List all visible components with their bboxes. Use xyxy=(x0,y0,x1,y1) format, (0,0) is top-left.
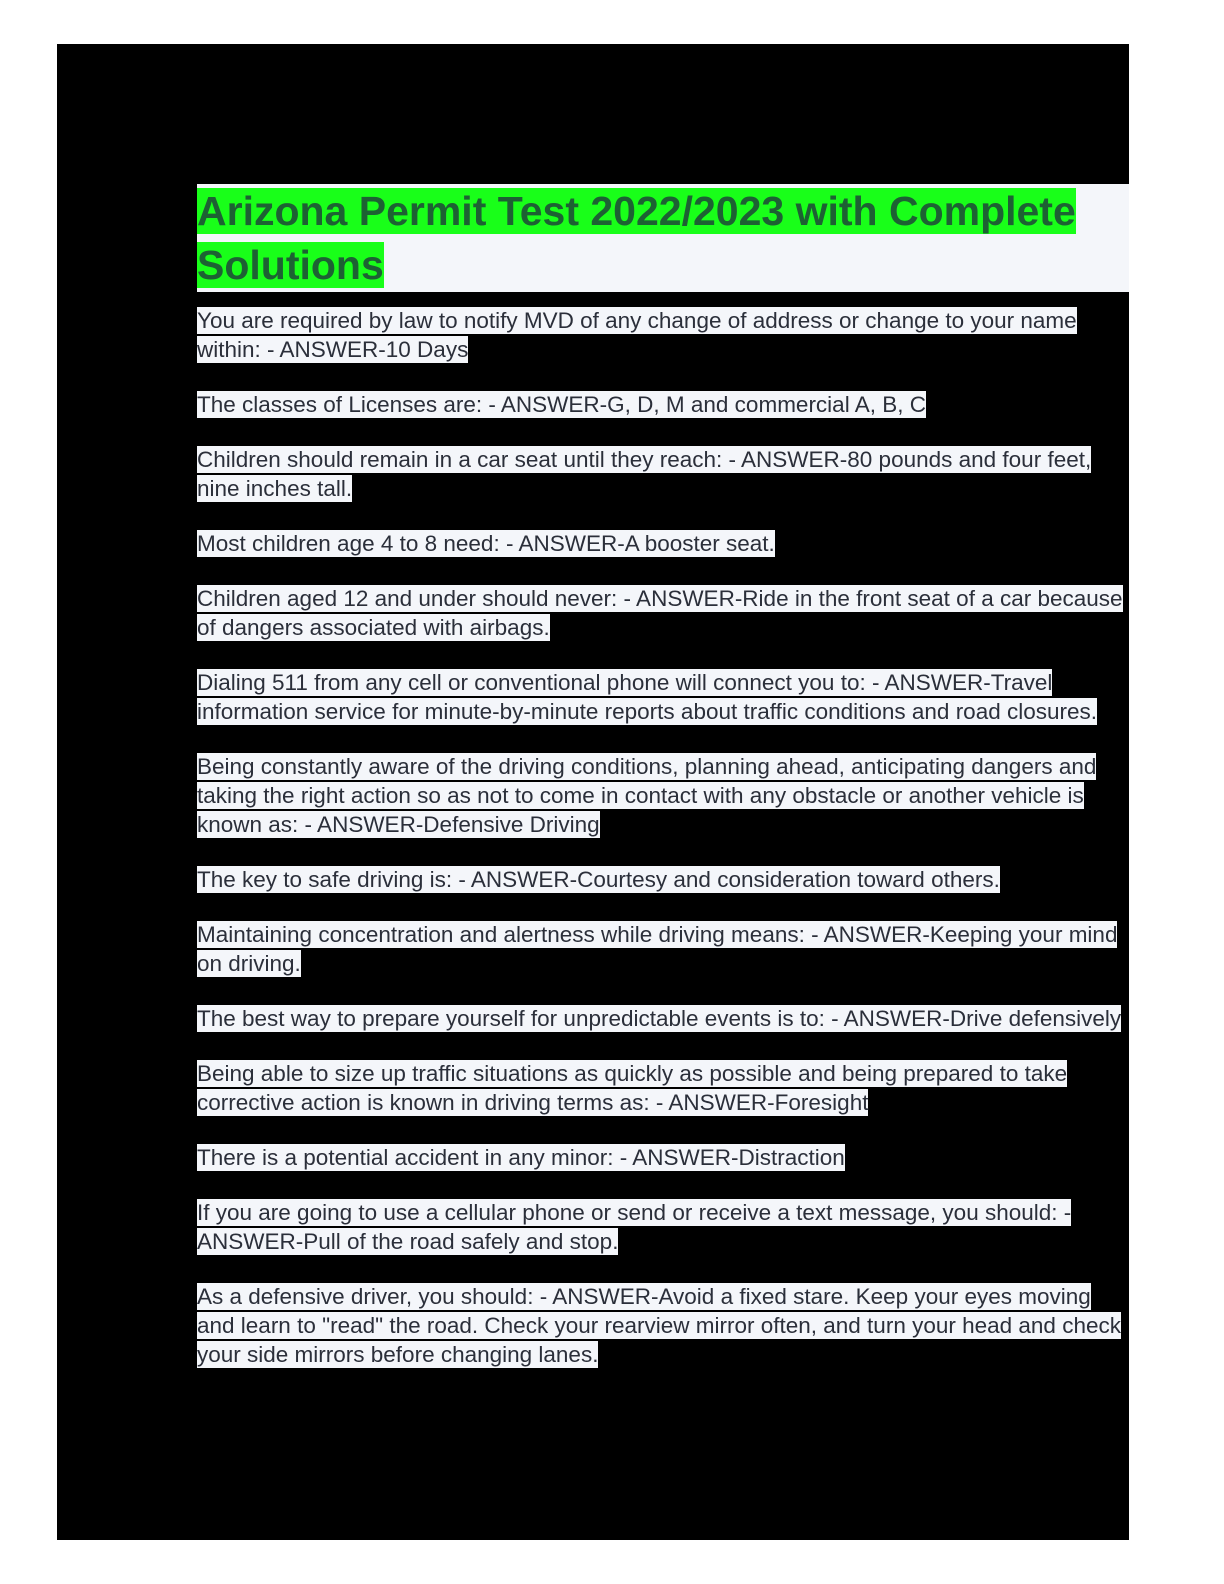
page-title xyxy=(197,184,1129,292)
qa-item-text: Most children age 4 to 8 need: - ANSWER-A booster seat. xyxy=(197,531,775,556)
qa-item xyxy=(197,668,1129,726)
page-canvas xyxy=(57,44,1129,1540)
qa-item-text: Dialing 511 from any cell or conventional phone will connect you to: - ANSWER-Travel information service for minute-by-minute reports about traffic conditions and road closures. xyxy=(197,670,1098,724)
qa-item xyxy=(197,865,1129,894)
qa-item-text: If you are going to use a cellular phone or send or receive a text message, you should: - ANSWER-Pull of the road safely and stop. xyxy=(197,1200,1072,1254)
qa-item xyxy=(197,1143,1129,1172)
qa-item xyxy=(197,584,1129,642)
qa-item xyxy=(197,1282,1129,1369)
qa-item-text: Maintaining concentration and alertness while driving means: - ANSWER-Keeping your mind on driving. xyxy=(197,922,1118,976)
qa-item-text: Children should remain in a car seat until they reach: - ANSWER-80 pounds and four feet, nine inches tall. xyxy=(197,447,1092,501)
qa-item-text: As a defensive driver, you should: - ANSWER-Avoid a fixed stare. Keep your eyes moving and learn to "read" the road. Check your rearview mirror often, and turn your head and check your side mirrors before changing lanes. xyxy=(197,1284,1121,1367)
qa-item xyxy=(197,1059,1129,1117)
qa-item-text: You are required by law to notify MVD of any change of address or change to your name within: - ANSWER-10 Days xyxy=(197,308,1077,362)
qa-item xyxy=(197,1198,1129,1256)
qa-item-text: Being able to size up traffic situations as quickly as possible and being prepared to take corrective action is known in driving terms as: - ANSWER-Foresight xyxy=(197,1061,1068,1115)
qa-item-text: Being constantly aware of the driving conditions, planning ahead, anticipating dangers and taking the right action so as not to come in contact with any obstacle or another vehicle is known as: - ANSWER-Defensive Driving xyxy=(197,754,1097,837)
qa-item-text: The classes of Licenses are: - ANSWER-G, D, M and commercial A, B, C xyxy=(197,392,926,417)
qa-item xyxy=(197,1004,1129,1033)
qa-item-text: The best way to prepare yourself for unpredictable events is to: - ANSWER-Drive defensively xyxy=(197,1006,1122,1031)
qa-item-text: The key to safe driving is: - ANSWER-Courtesy and consideration toward others. xyxy=(197,867,1000,892)
qa-item xyxy=(197,920,1129,978)
qa-item xyxy=(197,306,1129,364)
qa-item-text: Children aged 12 and under should never: - ANSWER-Ride in the front seat of a car because of dangers associated with airbags. xyxy=(197,586,1123,640)
qa-item xyxy=(197,445,1129,503)
qa-item xyxy=(197,390,1129,419)
qa-item xyxy=(197,752,1129,839)
page-title-text: Arizona Permit Test 2022/2023 with Complete Solutions xyxy=(197,188,1076,288)
document-content xyxy=(197,184,1129,1395)
qa-item xyxy=(197,529,1129,558)
qa-item-text: There is a potential accident in any minor: - ANSWER-Distraction xyxy=(197,1145,845,1170)
